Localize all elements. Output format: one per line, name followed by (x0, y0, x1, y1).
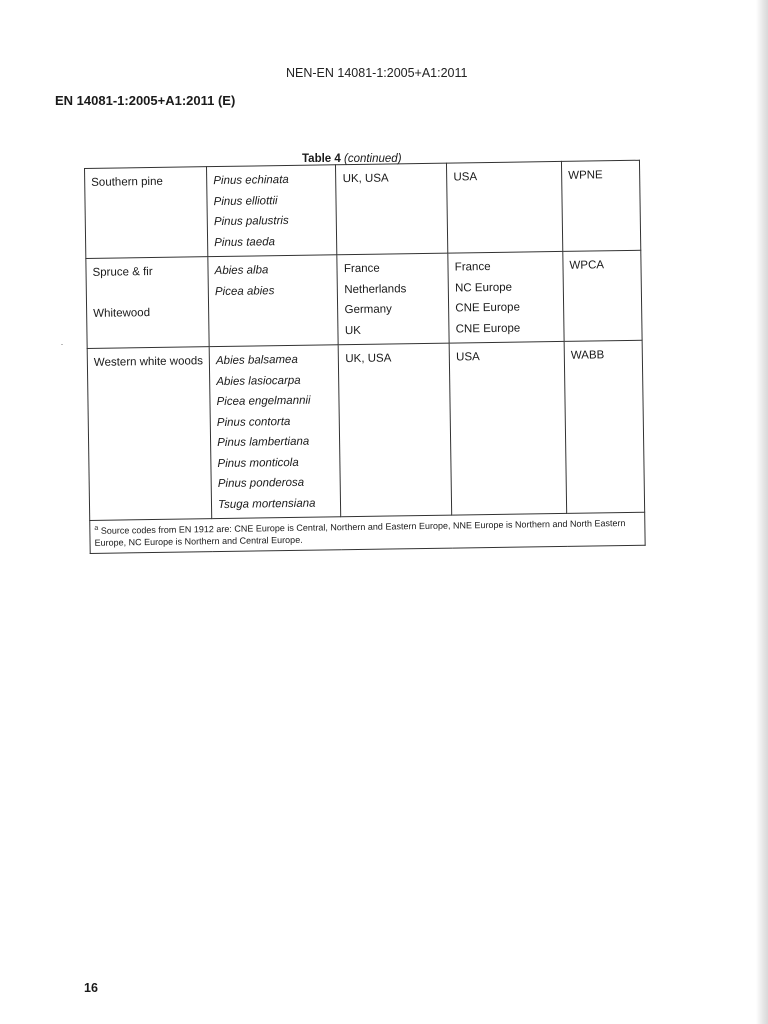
species-line: Tsuga mortensiana (218, 497, 316, 511)
cell-spacer (93, 282, 202, 304)
common-name-line: Spruce & fir (92, 265, 153, 279)
cell-common-name (86, 257, 209, 349)
cell-code (561, 160, 640, 251)
table-footnote (90, 512, 645, 553)
country-line: Germany (344, 303, 392, 317)
code-value: WABB (570, 349, 605, 362)
cell-country (337, 253, 449, 345)
cell-common-name (87, 347, 212, 521)
cell-species (208, 255, 339, 347)
standard-reference-title: EN 14081-1:2005+A1:2011 (E) (55, 93, 236, 108)
species-line: Pinus lambertiana (217, 435, 310, 450)
code-value: WPCA (569, 259, 605, 272)
country-line: UK, USA (345, 352, 392, 366)
common-name-line: Whitewood (93, 307, 151, 320)
cell-common-name (85, 167, 208, 259)
page-edge-shadow (756, 0, 768, 1024)
species-line: Pinus palustris (213, 214, 289, 229)
standard-reference-header: NEN-EN 14081-1:2005+A1:2011 (286, 66, 468, 80)
table-row (85, 160, 641, 258)
cell-code (564, 340, 645, 513)
country-line: UK, USA (342, 172, 389, 186)
species-line: Abies lasiocarpa (216, 374, 301, 388)
species-line: Pinus echinata (213, 173, 289, 188)
cell-source (449, 341, 566, 515)
species-line: Pinus monticola (217, 456, 299, 470)
cell-country (339, 343, 452, 517)
species-line: Pinus taeda (214, 235, 276, 249)
species-line: Abies balsamea (215, 353, 298, 368)
code-value: WPNE (568, 169, 603, 182)
source-line: CNE Europe (455, 322, 521, 336)
source-line: France (454, 260, 491, 274)
common-name-line: Southern pine (91, 175, 163, 189)
species-table-body (85, 160, 646, 553)
species-line: Abies alba (214, 264, 269, 278)
cell-source (447, 161, 563, 253)
species-line: Pinus elliottii (213, 194, 278, 208)
footnote-text: Source codes from EN 1912 are: CNE Europe is Central, Northern and Eastern Europe, NNE Europe is Northern and North Eastern Europe, NC Europe is Northern and Central Europe. (94, 518, 626, 548)
source-line: NC Europe (454, 281, 513, 295)
species-table (84, 160, 646, 554)
species-line: Picea engelmannii (216, 394, 311, 409)
scan-speck (61, 344, 63, 345)
cell-source (448, 251, 564, 343)
page-number: 16 (84, 981, 98, 995)
source-line: USA (456, 351, 480, 364)
table-caption-number: Table 4 (302, 153, 341, 165)
country-line: UK (344, 324, 361, 337)
source-line: CNE Europe (455, 301, 521, 315)
species-table-container (84, 160, 645, 548)
species-line: Pinus contorta (216, 415, 291, 429)
species-line: Picea abies (214, 284, 275, 298)
common-name-line: Western white woods (93, 355, 204, 369)
species-line: Pinus ponderosa (217, 476, 305, 491)
source-line: USA (453, 171, 478, 184)
cell-species (209, 345, 341, 519)
country-line: France (343, 262, 380, 276)
cell-code (563, 250, 642, 341)
country-line: Netherlands (344, 282, 407, 296)
table-caption-continued: (continued) (343, 153, 402, 165)
cell-species (207, 165, 338, 257)
table-row (86, 250, 642, 348)
footnote-row (90, 512, 645, 553)
table-row (87, 340, 644, 520)
footnote-marker: a (94, 524, 99, 532)
cell-country (336, 163, 448, 255)
